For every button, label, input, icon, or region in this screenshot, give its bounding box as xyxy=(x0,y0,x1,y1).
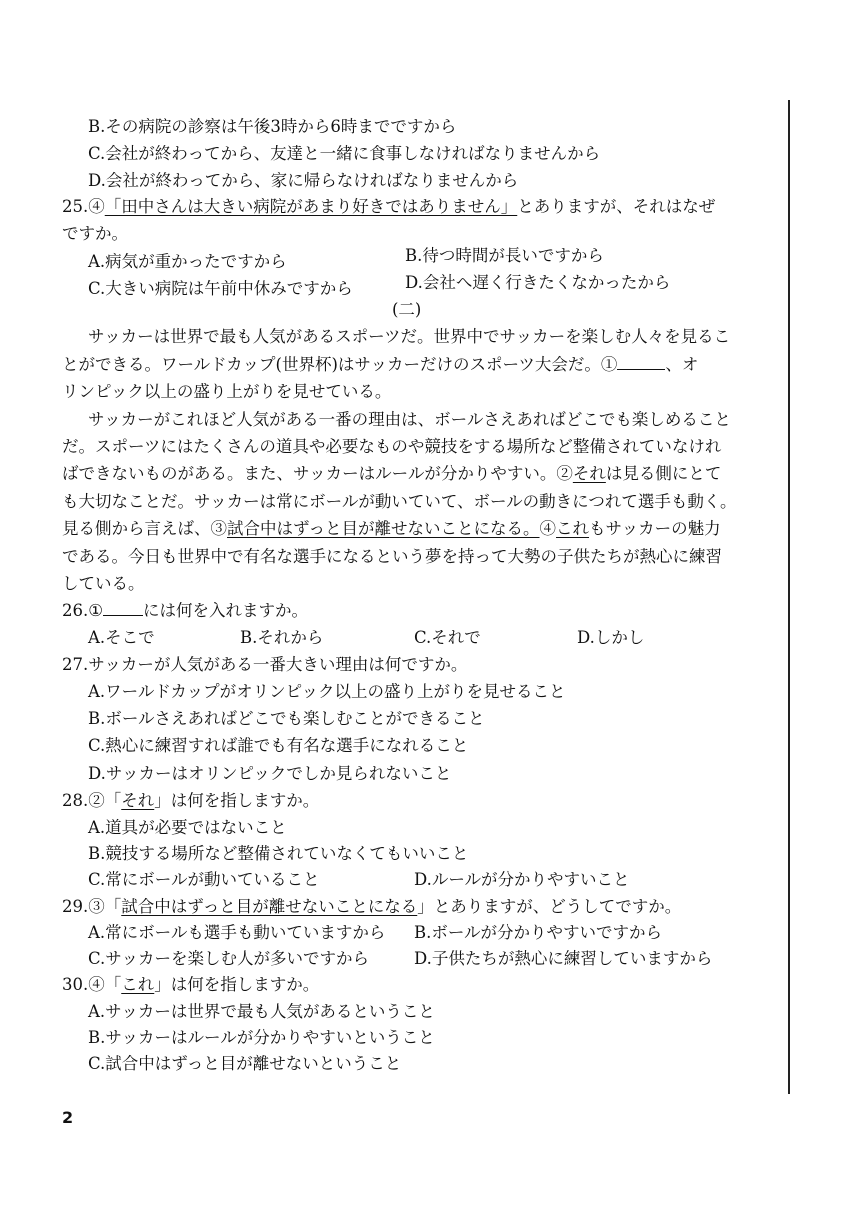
underlined-kore: これ xyxy=(556,519,590,538)
q28-option-c: C.常にボールが動いていること xyxy=(88,870,320,889)
passage-p2-line5-end: もサッカーの魅力 xyxy=(589,519,721,538)
marker-4: ④ xyxy=(539,519,557,538)
q27-option-b: B.ボールさえあればどこでも楽しむことができること xyxy=(88,709,485,728)
passage-p2-line6: である。今日も世界中で有名な選手になるという夢を持って大勢の子供たちが熱心に練習 xyxy=(62,547,722,566)
q27-option-d: D.サッカーはオリンピックでしか見られないこと xyxy=(88,764,452,783)
underlined-phrase-3: 試合中はずっと目が離せないことになる。 xyxy=(227,519,540,538)
q29-option-a: A.常にボールも選手も動いていますから xyxy=(88,923,386,942)
passage-p2-line3 xyxy=(62,463,721,485)
q26-option-d: D.しかし xyxy=(577,628,645,647)
q25-stem xyxy=(62,196,715,218)
q30-option-c: C.試合中はずっと目が離せないということ xyxy=(88,1054,402,1073)
q28-quote-close: 」 xyxy=(154,791,171,810)
q25-option-b: B.待つ時間が長いですから xyxy=(405,246,604,265)
q26-blank xyxy=(103,615,143,616)
passage-p2-line3-text: ばできないものがある。また、サッカーはルールが分かりやすい。 xyxy=(62,464,557,483)
q27-stem: 27.サッカーが人気がある一番大きい理由は何ですか。 xyxy=(62,655,468,674)
q29-number: 29.③ xyxy=(62,897,105,916)
passage-p1-line2-end: 、オ xyxy=(665,355,699,374)
q28-option-b: B.競技する場所など整備されていなくてもいいこと xyxy=(88,844,469,863)
section-heading: (二) xyxy=(392,300,422,319)
q24-option-d: D.会社が終わってから、家に帰らなければなりませんから xyxy=(88,171,519,190)
q25-stem-cont: ですか。 xyxy=(62,224,128,243)
q29-option-c: C.サッカーを楽しむ人が多いですから xyxy=(88,949,369,968)
q28-tail: は何を指しますか。 xyxy=(170,791,320,810)
passage-p1-line1: サッカーは世界で最も人気があるスポーツだ。世界中でサッカーを楽しむ人々を見るこ xyxy=(88,327,731,346)
marker-2: ② xyxy=(556,464,573,483)
q29-quote-word: 試合中はずっと目が離せないことになる xyxy=(121,897,418,916)
passage-p2-line4: も大切なことだ。サッカーは常にボールが動いていて、ボールの動きにつれて選手も動く。 xyxy=(62,492,737,511)
passage-p2-line1: サッカーがこれほど人気がある一番の理由は、ボールさえあればどこでも楽しめること xyxy=(88,410,731,429)
passage-p2-line5 xyxy=(62,518,721,540)
q29-option-b: B.ボールが分かりやすいですから xyxy=(414,923,663,942)
q30-quote-close: 」 xyxy=(154,975,171,994)
q28-quote-open: 「 xyxy=(104,791,122,810)
q26-stem-text: には何を入れますか。 xyxy=(143,601,309,620)
q30-tail: は何を指しますか。 xyxy=(170,975,320,994)
q29-tail: とありますが、どうしてですか。 xyxy=(433,897,682,916)
q30-number: 30.④ xyxy=(62,975,105,994)
passage-p2-line2: だ。スポーツにはたくさんの道具や必要なものや競技をする場所など整備されていなけれ xyxy=(62,437,722,456)
q27-option-a: A.ワールドカップがオリンピック以上の盛り上がりを見せること xyxy=(88,682,566,701)
q28-quote-word: それ xyxy=(121,791,155,810)
q25-option-c: C.大きい病院は午前中休みですから xyxy=(88,279,353,298)
q25-quote: 「田中さんは大きい病院があまり好きではありません」 xyxy=(104,197,518,216)
q25-number: 25.④ xyxy=(62,197,105,216)
passage-p1-line2 xyxy=(62,354,698,376)
q25-tail: とありますが、それはなぜ xyxy=(517,197,716,216)
margin-rule xyxy=(788,100,790,1094)
q28-number: 28.② xyxy=(62,791,105,810)
page-number: 2 xyxy=(62,1108,74,1127)
q26-option-b: B.それから xyxy=(240,628,324,647)
q28-option-d: D.ルールが分かりやすいこと xyxy=(414,870,630,889)
q29-stem xyxy=(62,896,681,918)
blank-1 xyxy=(617,369,665,370)
passage-p2-line5-text: 見る側から言えば、 xyxy=(62,519,211,538)
q30-stem xyxy=(62,974,319,996)
q28-stem xyxy=(62,790,319,812)
passage-p2-line7: している。 xyxy=(62,574,145,593)
q27-option-c: C.熱心に練習すれば誰でも有名な選手になれること xyxy=(88,736,469,755)
q29-option-d: D.子供たちが熱心に練習していますから xyxy=(414,949,713,968)
q29-quote-close: 」 xyxy=(417,897,434,916)
q25-option-a: A.病気が重かったですから xyxy=(88,252,287,271)
q25-option-d: D.会社へ遅く行きたくなかったから xyxy=(405,273,671,292)
q24-option-c: C.会社が終わってから、友達と一緒に食事しなければなりませんから xyxy=(88,144,601,163)
q26-stem xyxy=(62,600,308,622)
q24-option-b: B.その病院の診察は午後3時から6時までですから xyxy=(88,117,457,136)
q30-option-b: B.サッカーはルールが分かりやすいということ xyxy=(88,1028,435,1047)
q30-option-a: A.サッカーは世界で最も人気があるということ xyxy=(88,1002,435,1021)
q26-option-c: C.それで xyxy=(414,628,481,647)
underlined-sore: それ xyxy=(572,464,606,483)
q29-quote-open: 「 xyxy=(104,897,122,916)
q26-number: 26.① xyxy=(62,601,104,620)
passage-p1-line2-text: とができる。ワールドカップ(世界杯)はサッカーだけのスポーツ大会だ。① xyxy=(62,355,618,374)
passage-p1-line3: リンピック以上の盛り上がりを見せている。 xyxy=(62,382,392,401)
q30-quote-word: これ xyxy=(121,975,155,994)
passage-p2-line3-end: は見る側にとて xyxy=(605,464,722,483)
q26-option-a: A.そこで xyxy=(88,628,155,647)
q28-option-a: A.道具が必要ではないこと xyxy=(88,818,287,837)
marker-3: ③ xyxy=(210,519,227,538)
q30-quote-open: 「 xyxy=(104,975,122,994)
